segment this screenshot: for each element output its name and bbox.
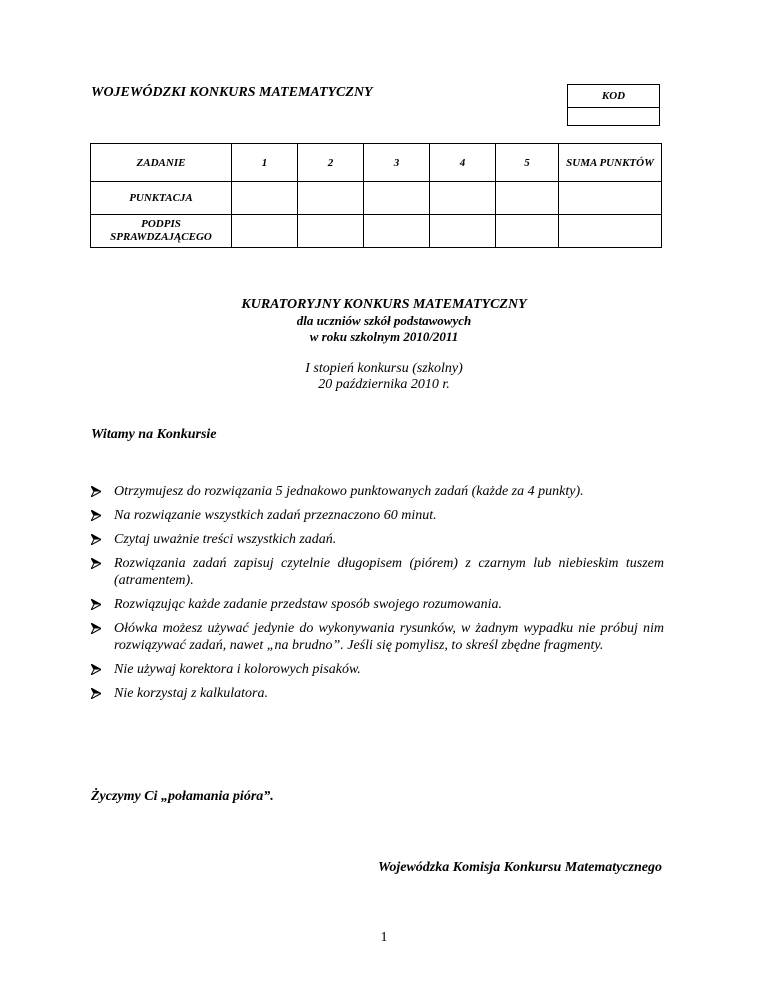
- task-row: [91, 144, 662, 182]
- code-label: KOD: [568, 85, 659, 108]
- welcome-heading: Witamy na Konkursie: [91, 427, 217, 442]
- points-cell[interactable]: [430, 182, 496, 215]
- points-row: [91, 182, 662, 215]
- rule-text: Ołówka możesz używać jedynie do wykonywania rysunków, w żadnym wypadku nie próbuj nim rozwiązywać zadań, nawet „na brudno”. Jeśli się pomylisz, to skreśl zbędne fragmenty.: [114, 621, 664, 653]
- competition-header: WOJEWÓDZKI KONKURS MATEMATYCZNY: [91, 85, 373, 100]
- rule-text: Czytaj uważnie treści wszystkich zadań.: [114, 532, 337, 547]
- committee-signature: Wojewódzka Komisja Konkursu Matematycznego: [377, 860, 662, 875]
- rule-item: [91, 685, 664, 702]
- rule-text: Otrzymujesz do rozwiązania 5 jednakowo punktowanych zadań (każde za 4 punkty).: [114, 484, 584, 499]
- rule-item: [91, 555, 664, 589]
- total-points-cell[interactable]: [559, 182, 662, 215]
- school-year: w roku szkolnym 2010/2011: [309, 329, 459, 344]
- arrow-bullet-icon: [91, 688, 101, 699]
- rules-list: [91, 483, 664, 709]
- rule-text: Na rozwiązanie wszystkich zadań przeznaczono 60 minut.: [114, 508, 437, 523]
- points-cell[interactable]: [496, 182, 559, 215]
- rule-item: [91, 620, 664, 654]
- task-number-4: 4: [430, 144, 496, 182]
- closing-wish: Życzymy Ci „połamania pióra”.: [91, 789, 274, 804]
- signature-cell[interactable]: [298, 215, 364, 248]
- rule-item: [91, 483, 664, 500]
- rule-item: [91, 661, 664, 678]
- task-number-3: 3: [364, 144, 430, 182]
- score-table: [90, 143, 662, 248]
- signature-cell[interactable]: [232, 215, 298, 248]
- signature-cell[interactable]: [559, 215, 662, 248]
- arrow-bullet-icon: [91, 510, 101, 521]
- arrow-bullet-icon: [91, 599, 101, 610]
- total-points-label: SUMA PUNKTÓW: [559, 144, 662, 182]
- signature-cell[interactable]: [430, 215, 496, 248]
- task-header-label: ZADANIE: [91, 144, 232, 182]
- code-box: [567, 84, 660, 126]
- signature-row: [91, 215, 662, 248]
- arrow-bullet-icon: [91, 664, 101, 675]
- rule-text: Nie używaj korektora i kolorowych pisaków.: [114, 662, 361, 677]
- task-number-1: 1: [232, 144, 298, 182]
- task-number-2: 2: [298, 144, 364, 182]
- points-cell[interactable]: [298, 182, 364, 215]
- checker-signature-label: PODPIS SPRAWDZAJĄCEGO: [91, 215, 232, 248]
- contest-audience: dla uczniów szkół podstawowych: [296, 313, 472, 328]
- page-number: 1: [380, 930, 388, 945]
- contest-date: 20 października 2010 r.: [318, 377, 450, 392]
- arrow-bullet-icon: [91, 534, 101, 545]
- rule-text: Rozwiązania zadań zapisuj czytelnie długopisem (piórem) z czarnym lub niebieskim tuszem (atramentem).: [114, 556, 664, 588]
- contest-stage: I stopień konkursu (szkolny): [305, 361, 463, 376]
- rule-item: [91, 507, 664, 524]
- signature-cell[interactable]: [496, 215, 559, 248]
- arrow-bullet-icon: [91, 486, 101, 497]
- rule-text: Rozwiązując każde zadanie przedstaw sposób swojego rozumowania.: [114, 597, 502, 612]
- rule-item: [91, 596, 664, 613]
- points-label: PUNKTACJA: [91, 182, 232, 215]
- code-field[interactable]: [568, 108, 659, 126]
- points-cell[interactable]: [232, 182, 298, 215]
- task-number-5: 5: [496, 144, 559, 182]
- points-cell[interactable]: [364, 182, 430, 215]
- rule-item: [91, 531, 664, 548]
- arrow-bullet-icon: [91, 623, 101, 634]
- arrow-bullet-icon: [91, 558, 101, 569]
- signature-cell[interactable]: [364, 215, 430, 248]
- contest-title: KURATORYJNY KONKURS MATEMATYCZNY: [241, 297, 527, 312]
- rule-text: Nie korzystaj z kalkulatora.: [114, 686, 268, 701]
